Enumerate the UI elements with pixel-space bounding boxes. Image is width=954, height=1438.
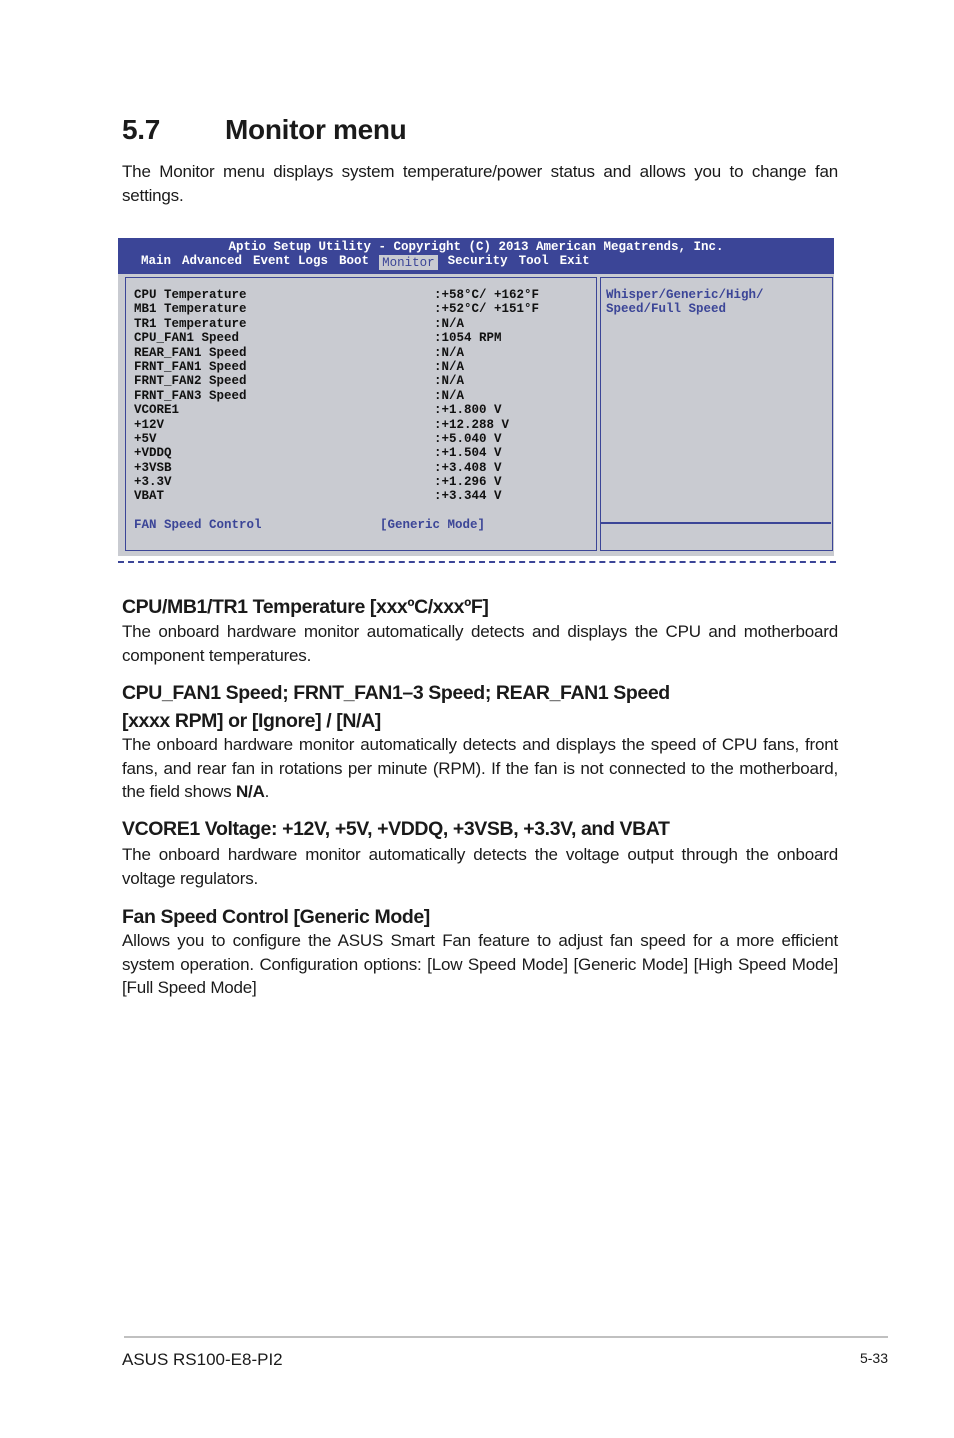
fan-speed-control-value[interactable]: [Generic Mode] xyxy=(380,518,486,532)
bios-setting-label: VBAT xyxy=(134,489,165,504)
bios-setting-value: :+12.288 V xyxy=(434,417,510,432)
bios-setting-value: :1054 RPM xyxy=(434,331,502,346)
bios-setting-row xyxy=(134,331,594,345)
bios-settings-panel xyxy=(125,277,597,551)
subsection-heading-fan-speed-line1: CPU_FAN1 Speed; FRNT_FAN1–3 Speed; REAR_FAN1 Speed xyxy=(122,682,670,704)
subsection-heading-fan-control: Fan Speed Control [Generic Mode] xyxy=(122,906,430,928)
bios-setting-value: :+58°C/ +162°F xyxy=(434,288,540,302)
tab-event-logs[interactable]: Event Logs xyxy=(253,254,329,268)
bios-setting-value: :N/A xyxy=(434,388,465,403)
bios-setting-row xyxy=(134,374,594,388)
help-text: Whisper/Generic/High/ Speed/Full Speed xyxy=(606,288,764,317)
help-divider xyxy=(601,522,831,524)
bios-setting-value: :+3.344 V xyxy=(434,489,502,504)
section-number: 5.7 xyxy=(122,114,161,145)
bios-header-bar xyxy=(118,238,834,274)
tab-security[interactable]: Security xyxy=(447,254,508,268)
subsection-body-fan-control: Allows you to configure the ASUS Smart Fan feature to adjust fan speed for a more efficient system operation. Configuration options: [Low Speed Mode] [Generic Mode] [High Speed Mode] [Full Speed Mode] xyxy=(122,931,838,997)
bios-setting-label: +3.3V xyxy=(134,475,172,490)
intro-paragraph: The Monitor menu displays system temperature/power status and allows you to change fan settings. xyxy=(122,162,838,205)
bios-setting-label: +VDDQ xyxy=(134,446,172,461)
bios-setting-row xyxy=(134,403,594,417)
bios-main-area xyxy=(118,274,834,556)
section-title: Monitor menu xyxy=(225,114,407,145)
bios-setting-label: FRNT_FAN3 Speed xyxy=(134,388,247,403)
bios-setting-row xyxy=(134,317,594,331)
subsection-body-temperature: The onboard hardware monitor automatically detects and displays the CPU and motherboard component temperatures. xyxy=(122,622,838,665)
bios-setting-row xyxy=(134,346,594,360)
tab-main[interactable]: Main xyxy=(141,254,172,268)
bios-setting-row xyxy=(134,461,594,475)
bios-setting-label: REAR_FAN1 Speed xyxy=(134,345,247,360)
bios-setting-label: FRNT_FAN1 Speed xyxy=(134,359,247,374)
bios-settings-list xyxy=(134,288,594,504)
fan-speed-control-label: FAN Speed Control xyxy=(134,518,262,532)
bios-setting-value: :+52°C/ +151°F xyxy=(434,302,540,317)
bios-setting-row xyxy=(134,446,594,460)
fan-speed-control-item[interactable] xyxy=(134,518,594,533)
bios-setting-label: TR1 Temperature xyxy=(134,316,247,331)
tab-boot[interactable]: Boot xyxy=(339,254,370,268)
bios-title: Aptio Setup Utility - Copyright (C) 2013 American Megatrends, Inc. xyxy=(228,240,724,254)
subsection-body-fan-speed xyxy=(122,733,838,804)
bios-setting-row xyxy=(134,418,594,432)
bios-help-panel xyxy=(600,277,833,551)
bios-setting-label: MB1 Temperature xyxy=(134,302,247,317)
bios-setting-label: +5V xyxy=(134,431,157,446)
bios-setting-row xyxy=(134,432,594,446)
footer-page-number: 5-33 xyxy=(859,1350,888,1366)
subsection-heading-temperature: CPU/MB1/TR1 Temperature [xxxºC/xxxºF] xyxy=(122,596,489,618)
bios-setting-value: :N/A xyxy=(434,316,465,331)
footer-divider xyxy=(124,1336,888,1338)
bios-setting-row xyxy=(134,489,594,503)
subsection-heading-fan-speed-line2: [xxxx RPM] or [Ignore] / [N/A] xyxy=(122,710,381,732)
bios-setting-value: :+1.296 V xyxy=(434,475,502,490)
bios-setting-row xyxy=(134,475,594,489)
bios-tab-bar xyxy=(140,254,600,270)
bios-setting-value: :+1.800 V xyxy=(434,403,502,418)
bios-setting-label: +12V xyxy=(134,417,165,432)
bios-setting-label: CPU Temperature xyxy=(134,288,247,302)
bios-screenshot xyxy=(118,238,834,556)
bios-setting-value: :N/A xyxy=(434,374,465,389)
bios-setting-label: +3VSB xyxy=(134,460,172,475)
bios-setting-label: VCORE1 xyxy=(134,403,180,418)
bios-setting-row xyxy=(134,389,594,403)
section-heading xyxy=(122,114,407,146)
tab-exit[interactable]: Exit xyxy=(559,254,590,268)
tab-advanced[interactable]: Advanced xyxy=(182,254,243,268)
fan-speed-body-end: . xyxy=(264,782,270,801)
footer-product-name: ASUS RS100-E8-PI2 xyxy=(122,1350,283,1369)
tab-tool[interactable]: Tool xyxy=(518,254,549,268)
tab-monitor[interactable]: Monitor xyxy=(379,255,438,270)
bios-setting-label: FRNT_FAN2 Speed xyxy=(134,374,247,389)
fan-speed-body-text: The onboard hardware monitor automatically detects and displays the speed of CPU fans, front fans, and rear fan in rotations per minute (RPM). If the fan is not connected to the motherboard, the field shows xyxy=(122,735,838,801)
bios-setting-value: :+5.040 V xyxy=(434,431,502,446)
fan-speed-body-bold: N/A xyxy=(235,782,265,801)
bios-setting-row xyxy=(134,288,594,302)
bios-setting-value: :N/A xyxy=(434,359,465,374)
bios-setting-label: CPU_FAN1 Speed xyxy=(134,331,240,346)
bios-setting-row xyxy=(134,360,594,374)
subsection-heading-voltage: VCORE1 Voltage: +12V, +5V, +VDDQ, +3VSB, +3.3V, and VBAT xyxy=(122,818,670,840)
bios-setting-value: :+1.504 V xyxy=(434,446,502,461)
bios-setting-value: :N/A xyxy=(434,345,465,360)
bios-setting-value: :+3.408 V xyxy=(434,460,502,475)
bios-setting-row xyxy=(134,302,594,316)
subsection-body-voltage: The onboard hardware monitor automatically detects the voltage output through the onboard voltage regulators. xyxy=(122,845,838,888)
bios-bottom-dashed-line xyxy=(118,561,836,563)
